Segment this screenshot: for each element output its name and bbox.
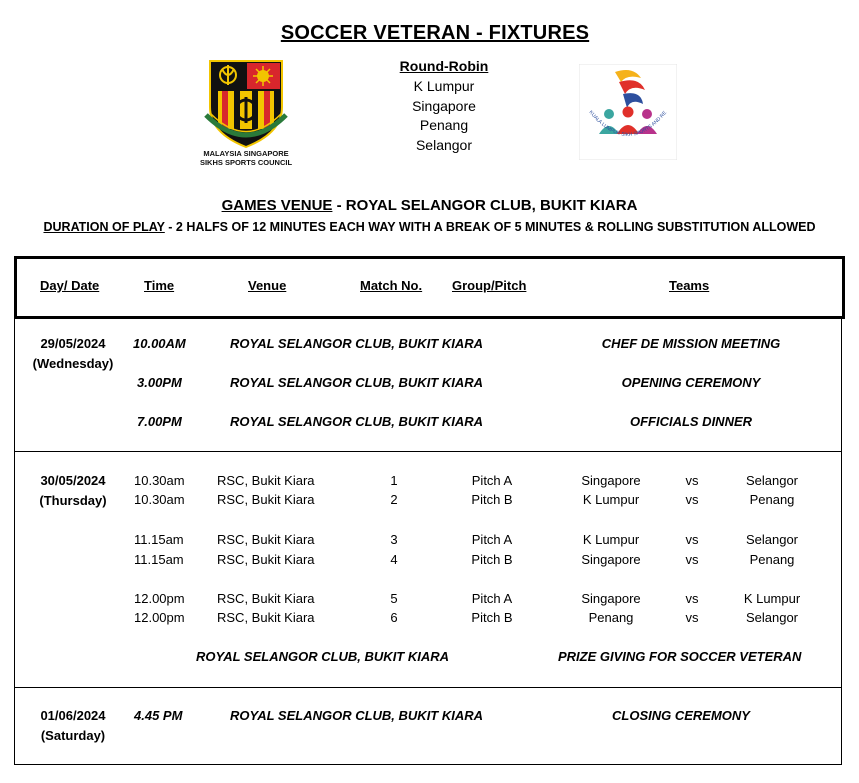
day1-event-name: CHEF DE MISSION MEETING [601,336,781,351]
match-number: 6 [390,610,398,625]
match-time: 12.00pm [134,591,185,606]
page-title: SOCCER VETERAN - FIXTURES [280,22,590,44]
match-vs: vs [685,552,699,567]
match-pitch: Pitch B [471,552,513,567]
round-robin-team: Singapore [412,97,476,114]
duration-value: - 2 HALFS OF 12 MINUTES EACH WAY WITH A BREAK OF 5 MINUTES & ROLLING SUBSTITUTION ALLOWED [164,220,816,234]
match-pitch: Pitch B [471,610,513,625]
match-home-team: K Lumpur [582,532,640,547]
table-left-border [14,316,15,764]
header-day-date: Day/ Date [40,278,100,293]
match-home-team: K Lumpur [582,492,640,507]
day1-event-venue: ROYAL SELANGOR CLUB, BUKIT KIARA [230,375,484,390]
match-away-team: Penang [749,492,795,507]
match-vs: vs [685,591,699,606]
match-time: 11.15am [134,552,184,567]
match-number: 1 [390,473,398,488]
round-robin-list [384,77,504,155]
header-time: Time [144,278,175,293]
day1-event-time: 7.00PM [137,414,182,429]
match-number: 5 [390,591,398,606]
header-venue: Venue [248,278,287,293]
header-teams: Teams [669,278,710,293]
match-venue: RSC, Bukit Kiara [217,552,315,567]
match-time: 12.00pm [134,610,185,625]
match-away-team: Penang [749,552,795,567]
logo-caption-1: MALAYSIA SINGAPORE [203,149,289,158]
round-robin-team: K Lumpur [413,78,475,94]
day2-date: 30/05/2024 [40,473,106,488]
match-vs: vs [685,610,699,625]
row-divider [14,451,842,452]
header-group-pitch: Group/Pitch [452,278,527,293]
round-robin-team: Penang [419,117,469,133]
day1-event-venue: ROYAL SELANGOR CLUB, BUKIT KIARA [230,414,484,429]
day3-time: 4.45 PM [134,708,183,723]
match-venue: RSC, Bukit Kiara [217,492,315,507]
match-time: 10.30am [134,473,185,488]
match-number: 4 [390,552,398,567]
logo-arc-text: KUALA LUMPUR SIKH SPORTS AND RE [587,109,669,139]
day3-day: (Saturday) [40,728,106,743]
match-away-team: K Lumpur [743,591,801,606]
table-right-border [841,316,842,764]
match-pitch: Pitch A [471,473,513,488]
torch-people-icon [579,64,677,160]
match-venue: RSC, Bukit Kiara [217,591,315,606]
day1-event-name: OPENING CEREMONY [621,375,761,390]
prize-event: PRIZE GIVING FOR SOCCER VETERAN [558,649,802,664]
games-venue-line [0,197,859,214]
day1-event-time: 3.00PM [137,375,182,390]
row-divider [14,687,842,688]
match-time: 10.30am [134,492,185,507]
klssrc-logo [579,64,677,160]
match-away-team: Selangor [745,532,799,547]
match-venue: RSC, Bukit Kiara [217,532,315,547]
msssc-logo [196,55,296,167]
logo-caption-2: SIKHS SPORTS COUNCIL [199,158,293,167]
match-pitch: Pitch A [471,532,513,547]
day1-day: (Wednesday) [32,356,114,371]
match-number: 2 [390,492,398,507]
header-match-no: Match No. [360,278,423,293]
match-pitch: Pitch B [471,492,513,507]
match-vs: vs [685,492,699,507]
day1-date: 29/05/2024 [40,336,106,351]
prize-venue: ROYAL SELANGOR CLUB, BUKIT KIARA [196,649,450,664]
match-venue: RSC, Bukit Kiara [217,473,315,488]
table-bottom-border [14,764,842,765]
match-home-team: Penang [588,610,634,625]
match-home-team: Singapore [581,473,641,488]
round-robin-heading: Round-Robin [399,58,489,74]
match-away-team: Selangor [745,473,799,488]
day2-day: (Thursday) [39,493,107,508]
day1-event-time: 10.00AM [133,336,186,351]
match-home-team: Singapore [581,591,641,606]
match-away-team: Selangor [745,610,799,625]
match-vs: vs [685,473,699,488]
day1-event-name: OFFICIALS DINNER [629,414,753,429]
duration-line [0,220,859,234]
match-venue: RSC, Bukit Kiara [217,610,315,625]
games-venue-label: GAMES VENUE [221,197,333,214]
msssc-crest-icon [196,55,296,167]
match-vs: vs [685,532,699,547]
match-number: 3 [390,532,398,547]
round-robin-team: Selangor [415,136,473,153]
day3-event: CLOSING CEREMONY [612,708,750,723]
match-pitch: Pitch A [471,591,513,606]
games-venue-value: - ROYAL SELANGOR CLUB, BUKIT KIARA [332,197,638,214]
match-time: 11.15am [134,532,184,547]
day1-event-venue: ROYAL SELANGOR CLUB, BUKIT KIARA [230,336,484,351]
day3-venue: ROYAL SELANGOR CLUB, BUKIT KIARA [230,708,484,723]
match-home-team: Singapore [581,552,641,567]
day3-date: 01/06/2024 [40,708,106,723]
table-header-box [14,256,845,319]
duration-label: DURATION OF PLAY [43,220,165,234]
